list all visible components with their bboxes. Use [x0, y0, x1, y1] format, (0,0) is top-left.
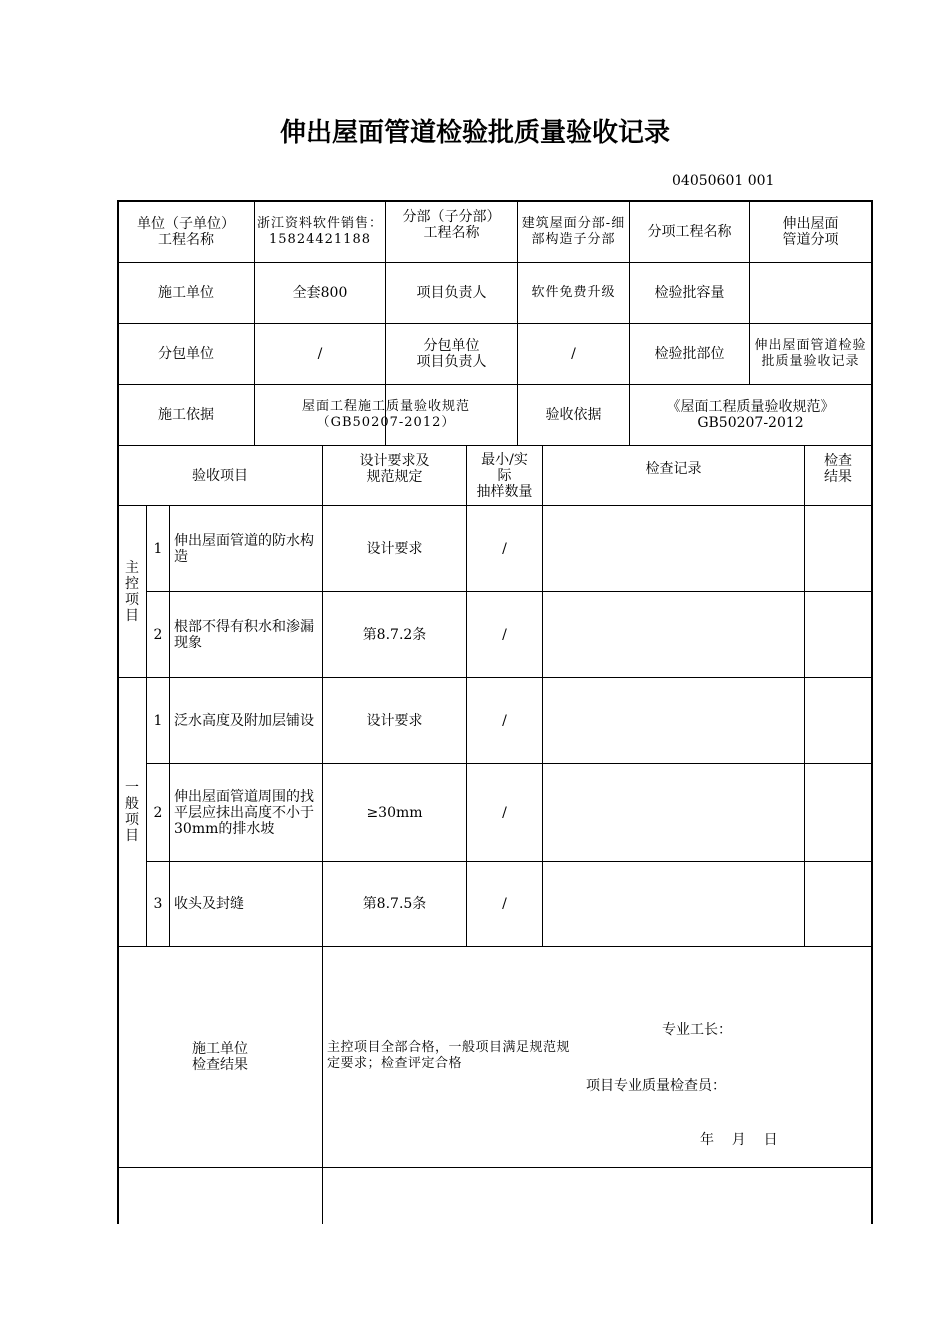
row-number: 2 [153, 626, 163, 643]
contractor-value: 全套800 [292, 285, 348, 301]
row-requirement: 设计要求 [366, 540, 423, 557]
row-sample: / [502, 804, 507, 821]
subdivision-value: 建筑屋面分部-细部构造子分部 [521, 215, 626, 247]
row-sample: / [502, 712, 507, 729]
row-requirement: 设计要求 [366, 712, 423, 729]
acceptance-basis-value: 《屋面工程质量验收规范》 GB50207-2012 [666, 399, 835, 431]
sub-pm-label: 分包单位 项目负责人 [416, 338, 487, 370]
acceptance-basis-label: 验收依据 [545, 407, 602, 423]
col-result-header: 检查 结果 [824, 452, 852, 485]
col-design-header: 设计要求及 规范规定 [359, 452, 430, 485]
construction-basis-label: 施工依据 [158, 407, 214, 423]
row-item-name: 伸出屋面管道的防水构造 [174, 532, 314, 565]
row-requirement: 第8.7.5条 [362, 896, 427, 912]
contractor-label: 施工单位 [158, 285, 214, 301]
foreman-label: 专业工长： [662, 1022, 732, 1038]
unit-value: 浙江资料软件销售：15824421188 [257, 215, 384, 247]
unit-label: 单位（子单位） 工程名称 [137, 215, 235, 248]
row-sample: / [502, 540, 507, 557]
row-item-name: 伸出屋面管道周围的找平层应抹出高度不小于30mm的排水坡 [174, 788, 314, 837]
contractor-check-label: 施工单位 检查结果 [192, 1041, 248, 1073]
batch-part-value: 伸出屋面管道检验批质量验收记录 [754, 338, 867, 369]
row-item-name: 根部不得有积水和渗漏现象 [174, 618, 314, 651]
sub-pm-value: / [571, 346, 576, 362]
check-result-text: 主控项目全部合格，一般项目满足规范规定要求；检查评定合格 [327, 1040, 571, 1071]
project-manager-label: 项目负责人 [416, 285, 487, 301]
construction-basis-value: 屋面工程施工质量验收规范 （GB50207-2012） [301, 399, 470, 430]
page-title: 伸出屋面管道检验批质量验收记录 [279, 118, 670, 148]
subdivision-label: 分部（子分部） 工程名称 [402, 209, 501, 241]
row-sample: / [502, 896, 507, 912]
item-name-value: 伸出屋面 管道分项 [782, 215, 839, 248]
row-number: 3 [153, 896, 163, 912]
general-group-label: 一般项目 [125, 780, 139, 844]
date-label: 年 月 日 [700, 1132, 778, 1148]
col-sample-header: 最小/实 际 抽样数量 [476, 451, 533, 500]
row-number: 2 [153, 804, 163, 821]
col-item-header: 验收项目 [192, 467, 248, 484]
row-item-name: 泛水高度及附加层铺设 [174, 712, 314, 729]
item-name-label: 分项工程名称 [647, 223, 732, 240]
subcontractor-value: / [317, 346, 323, 362]
row-sample: / [502, 626, 507, 643]
batch-capacity-label: 检验批容量 [654, 285, 725, 301]
batch-part-label: 检验批部位 [654, 346, 725, 362]
row-number: 1 [153, 540, 163, 557]
row-requirement: ≥30mm [366, 804, 423, 821]
row-number: 1 [153, 712, 163, 729]
col-record-header: 检查记录 [645, 460, 702, 477]
form-code: 04050601 001 [672, 173, 775, 189]
batch-capacity-value [750, 263, 871, 323]
row-item-name: 收头及封缝 [174, 896, 244, 912]
main-control-group-label: 主控项目 [125, 559, 139, 624]
subcontractor-label: 分包单位 [158, 346, 214, 362]
inspector-label: 项目专业质量检查员： [586, 1078, 726, 1094]
row-requirement: 第8.7.2条 [362, 626, 427, 643]
project-manager-value: 软件免费升级 [531, 285, 616, 300]
